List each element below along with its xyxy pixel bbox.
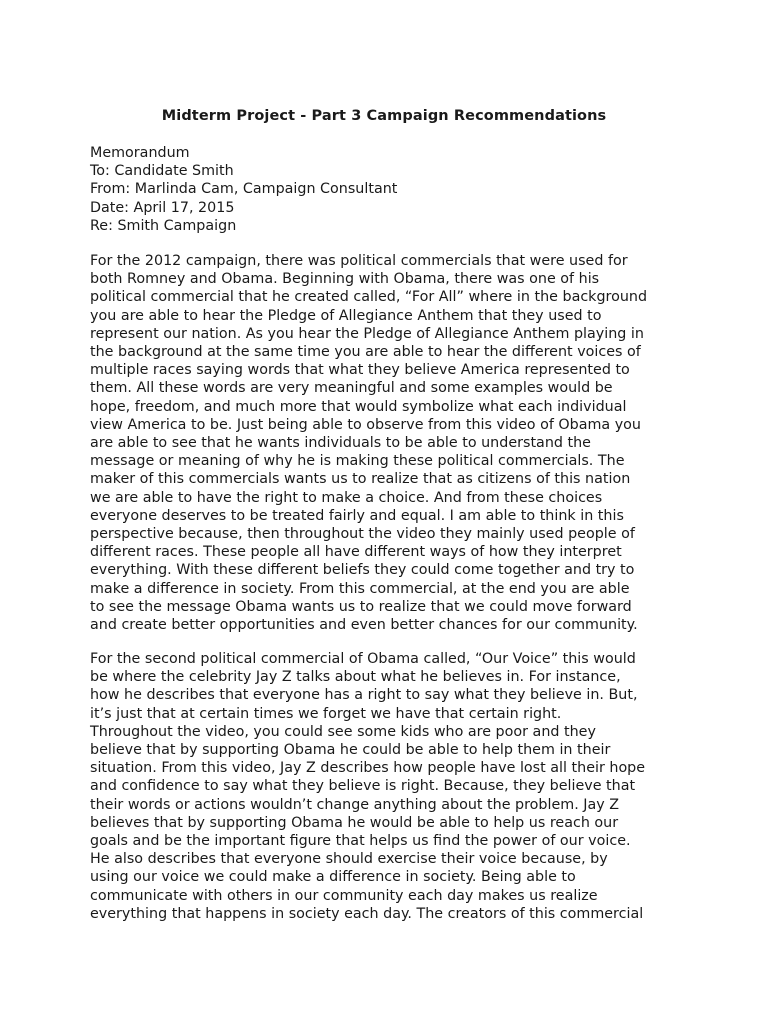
paragraph-line: make a difference in society. From this commercial, at the end you are able bbox=[90, 580, 630, 597]
paragraph-line: perspective because, then throughout the video they mainly used people of bbox=[90, 526, 635, 543]
paragraph-line: message or meaning of why he is making these political commercials. The bbox=[90, 453, 625, 470]
paragraph-line: you are able to hear the Pledge of Allegiance Anthem that they used to bbox=[90, 307, 602, 324]
paragraph-line: their words or actions wouldn’t change anything about the problem. Jay Z bbox=[90, 796, 620, 813]
paragraph-line: He also describes that everyone should exercise their voice because, by bbox=[90, 851, 608, 868]
paragraph-line: goals and be the important figure that helps us find the power of our voice. bbox=[90, 833, 631, 850]
paragraph-line: we are able to have the right to make a choice. And from these choices bbox=[90, 489, 603, 506]
paragraph-line: both Romney and Obama. Beginning with Obama, there was one of his bbox=[90, 271, 600, 288]
paragraph-line: For the 2012 campaign, there was political commercials that were used for bbox=[90, 253, 628, 269]
memo-header bbox=[90, 144, 690, 235]
paragraph-line: different races. These people all have different ways of how they interpret bbox=[90, 544, 622, 561]
paragraph-line: everything. With these different beliefs they could come together and try to bbox=[90, 562, 635, 579]
paragraph-line: using our voice we could make a difference in society. Being able to bbox=[90, 869, 576, 886]
paragraph-line: For the second political commercial of Obama called, “Our Voice” this would bbox=[90, 651, 636, 667]
body-paragraph-1 bbox=[90, 252, 690, 634]
paragraph-line: how he describes that everyone has a right to say what they believe in. But, bbox=[90, 687, 638, 704]
memo-from: From: Marlinda Cam, Campaign Consultant bbox=[90, 181, 398, 198]
paragraph-line: be where the celebrity Jay Z talks about what he believes in. For instance, bbox=[90, 669, 621, 686]
memo-subject: Re: Smith Campaign bbox=[90, 217, 237, 234]
paragraph-line: hope, freedom, and much more that would symbolize what each individual bbox=[90, 398, 627, 415]
paragraph-line: communicate with others in our community each day makes us realize bbox=[90, 887, 598, 904]
paragraph-line: maker of this commercials wants us to realize that as citizens of this nation bbox=[90, 471, 631, 488]
paragraph-line: the background at the same time you are able to hear the different voices of bbox=[90, 344, 641, 361]
memo-to: To: Candidate Smith bbox=[90, 163, 234, 180]
paragraph-line: them. All these words are very meaningful and some examples would be bbox=[90, 380, 613, 397]
paragraph-line: to see the message Obama wants us to realize that we could move forward bbox=[90, 598, 632, 615]
memo-date: Date: April 17, 2015 bbox=[90, 199, 235, 216]
paragraph-line: believe that by supporting Obama he could be able to help them in their bbox=[90, 742, 611, 759]
paragraph-line: multiple races saying words that what they believe America represented to bbox=[90, 362, 630, 379]
paragraph-line: it’s just that at certain times we forget we have that certain right. bbox=[90, 705, 562, 722]
paragraph-line: believes that by supporting Obama he would be able to help us reach our bbox=[90, 814, 619, 831]
paragraph-line: view America to be. Just being able to observe from this video of Obama you bbox=[90, 416, 641, 433]
paragraph-line: situation. From this video, Jay Z describes how people have lost all their hope bbox=[90, 760, 646, 777]
paragraph-line: represent our nation. As you hear the Pledge of Allegiance Anthem playing in bbox=[90, 325, 644, 342]
paragraph-line: everything that happens in society each day. The creators of this commercial bbox=[90, 905, 644, 922]
body-paragraph-2 bbox=[90, 650, 690, 923]
paragraph-line: and create better opportunities and even better chances for our community. bbox=[90, 617, 638, 634]
paragraph-line: Throughout the video, you could see some kids who are poor and they bbox=[90, 723, 596, 740]
memo-heading: Memorandum bbox=[90, 145, 190, 161]
document-title: Midterm Project - Part 3 Campaign Recommendations bbox=[161, 108, 607, 124]
paragraph-line: political commercial that he created called, “For All” where in the background bbox=[90, 289, 648, 306]
paragraph-line: everyone deserves to be treated fairly and equal. I am able to think in this bbox=[90, 507, 624, 524]
paragraph-line: are able to see that he wants individuals to be able to understand the bbox=[90, 435, 591, 452]
paragraph-line: and confidence to say what they believe is right. Because, they believe that bbox=[90, 778, 636, 795]
